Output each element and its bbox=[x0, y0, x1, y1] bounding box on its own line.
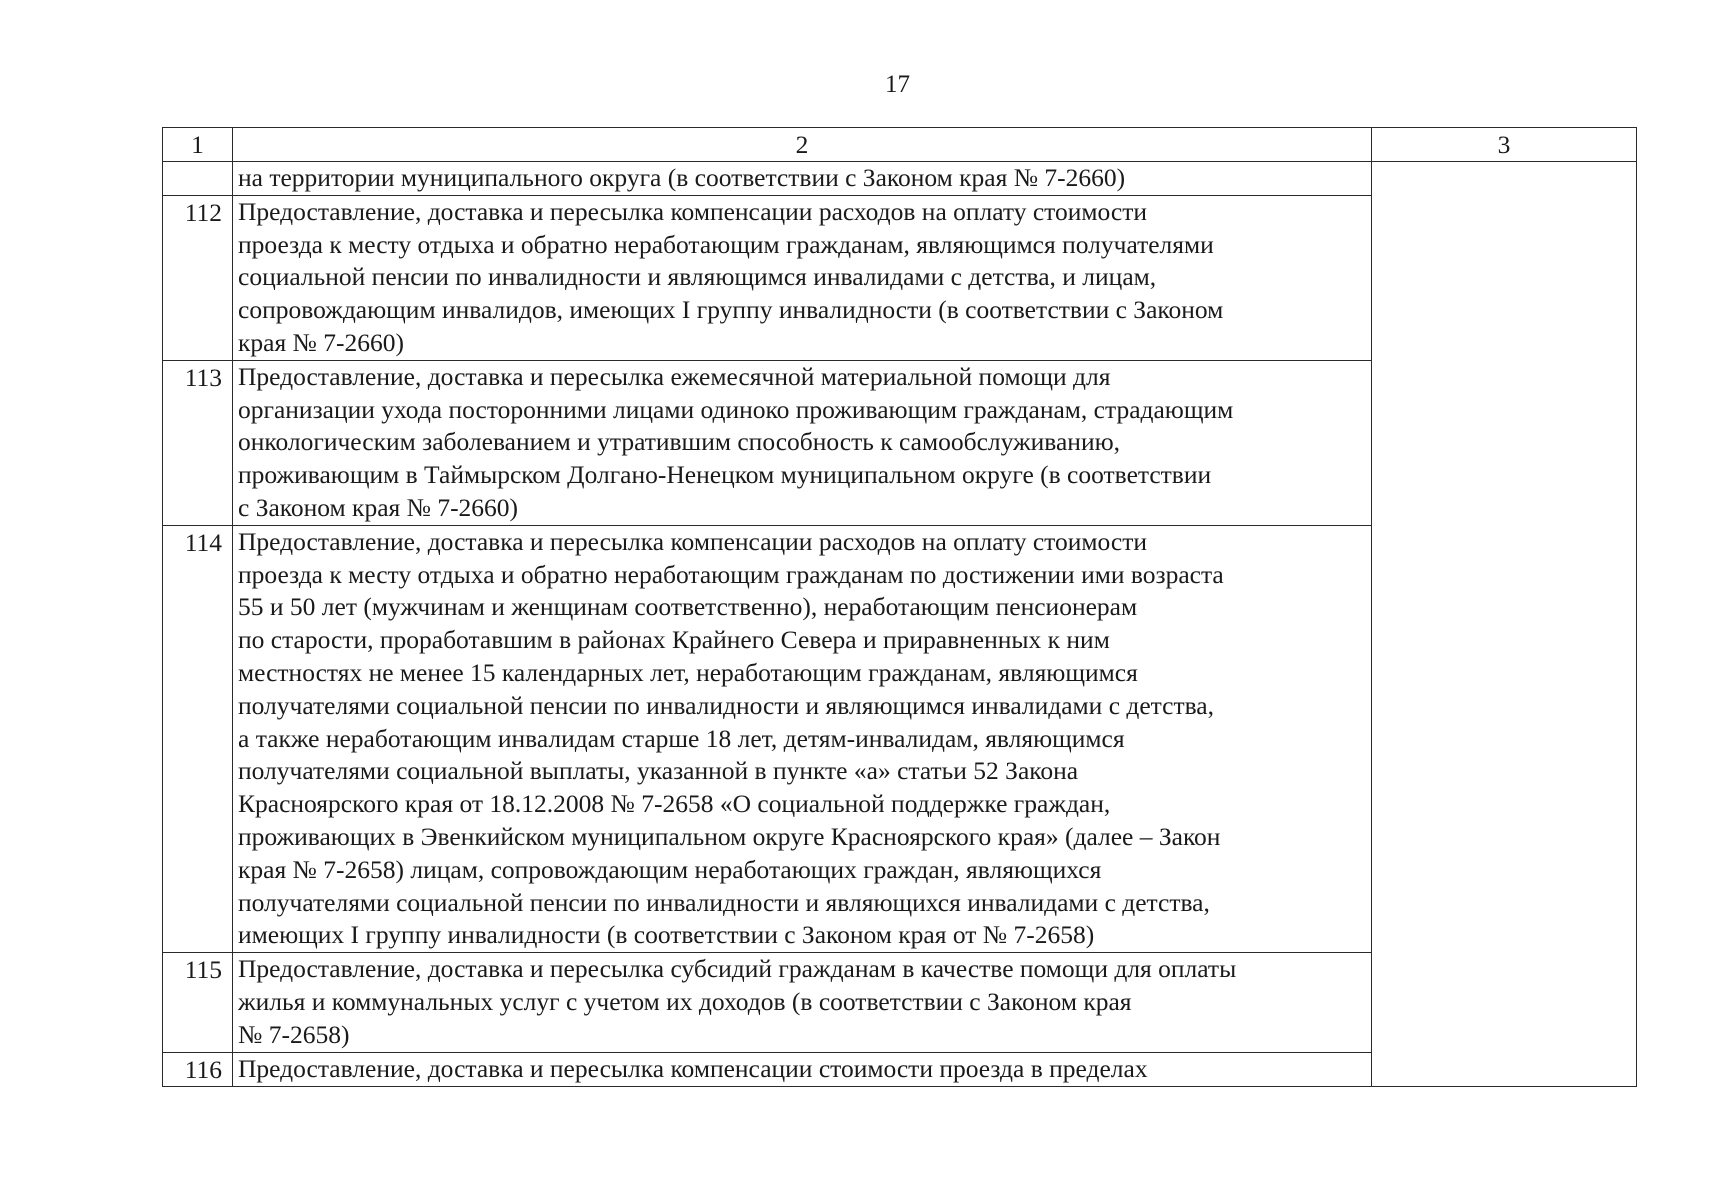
row-description bbox=[233, 953, 1372, 1052]
row-description bbox=[233, 195, 1372, 360]
description-line: Предоставление, доставка и пересылка субсидий гражданам в качестве помощи для оплаты bbox=[238, 954, 1237, 984]
description-line: № 7-2658) bbox=[238, 1019, 350, 1049]
row-description bbox=[233, 360, 1372, 525]
table-header-row bbox=[163, 128, 1637, 162]
description-line: проживающим в Таймырском Долгано-Ненецком муниципальном округе (в соответствии bbox=[238, 460, 1212, 490]
description-line: края № 7-2660) bbox=[238, 327, 404, 357]
table-row bbox=[163, 162, 1637, 196]
header-cell-1: 1 bbox=[163, 128, 233, 162]
description-line: Предоставление, доставка и пересылка ежемесячной материальной помощи для bbox=[238, 361, 1111, 391]
row-number: 115 bbox=[163, 953, 233, 1052]
description-line: проезда к месту отдыха и обратно неработающим гражданам по достижении ими возраста bbox=[238, 559, 1224, 589]
description-line: жилья и коммунальных услуг с учетом их доходов (в соответствии с Законом края bbox=[238, 986, 1132, 1016]
table-body bbox=[163, 128, 1637, 1087]
description-line: проживающих в Эвенкийском муниципальном округе Красноярского края» (далее – Закон bbox=[238, 821, 1221, 851]
description-line: онкологическим заболеванием и утратившим способность к самообслуживанию, bbox=[238, 427, 1121, 457]
description-line: имеющих I группу инвалидности (в соответствии с Законом края от № 7-2658) bbox=[238, 920, 1095, 950]
column-3-cell bbox=[1372, 162, 1637, 1087]
row-number: 112 bbox=[163, 195, 233, 360]
row-number: 114 bbox=[163, 525, 233, 952]
description-line: социальной пенсии по инвалидности и являющимся инвалидами с детства, и лицам, bbox=[238, 262, 1157, 292]
document-table bbox=[162, 127, 1637, 1087]
description-line: местностях не менее 15 календарных лет, неработающим гражданам, являющимся bbox=[238, 657, 1138, 687]
description-line: по старости, проработавшим в районах Крайнего Севера и приравненных к ним bbox=[238, 625, 1110, 655]
row-description bbox=[233, 1052, 1372, 1086]
description-line: на территории муниципального округа (в соответствии с Законом края № 7-2660) bbox=[238, 163, 1126, 192]
description-line: проезда к месту отдыха и обратно неработающим гражданам, являющимся получателями bbox=[238, 229, 1214, 259]
description-line: с Законом края № 7-2660) bbox=[238, 492, 519, 522]
page-number: 17 bbox=[885, 71, 910, 98]
description-line: а также неработающим инвалидам старше 18 лет, детям-инвалидам, являющимся bbox=[238, 723, 1125, 753]
row-description bbox=[233, 525, 1372, 952]
row-number: 113 bbox=[163, 360, 233, 525]
description-line: получателями социальной выплаты, указанной в пункте «а» статьи 52 Закона bbox=[238, 756, 1079, 786]
row-number: 116 bbox=[163, 1052, 233, 1086]
description-line: получателями социальной пенсии по инвалидности и являющихся инвалидами с детства, bbox=[238, 887, 1210, 917]
description-line: организации ухода посторонними лицами одиноко проживающим гражданам, страдающим bbox=[238, 394, 1234, 424]
row-number bbox=[163, 162, 233, 196]
row-description bbox=[233, 162, 1372, 196]
description-line: Предоставление, доставка и пересылка компенсации стоимости проезда в пределах bbox=[238, 1053, 1148, 1083]
description-line: 55 и 50 лет (мужчинам и женщинам соответственно), неработающим пенсионерам bbox=[238, 592, 1138, 622]
description-line: Предоставление, доставка и пересылка компенсации расходов на оплату стоимости bbox=[238, 196, 1148, 226]
description-line: Красноярского края от 18.12.2008 № 7-2658 «О социальной поддержке граждан, bbox=[238, 789, 1111, 819]
description-line: края № 7-2658) лицам, сопровождающим неработающих граждан, являющихся bbox=[238, 854, 1102, 884]
description-line: Предоставление, доставка и пересылка компенсации расходов на оплату стоимости bbox=[238, 526, 1148, 556]
header-cell-2: 2 bbox=[233, 128, 1372, 162]
description-line: получателями социальной пенсии по инвалидности и являющимся инвалидами с детства, bbox=[238, 690, 1214, 720]
header-cell-3: 3 bbox=[1372, 128, 1637, 162]
description-line: сопровождающим инвалидов, имеющих I группу инвалидности (в соответствии с Законом bbox=[238, 295, 1224, 325]
